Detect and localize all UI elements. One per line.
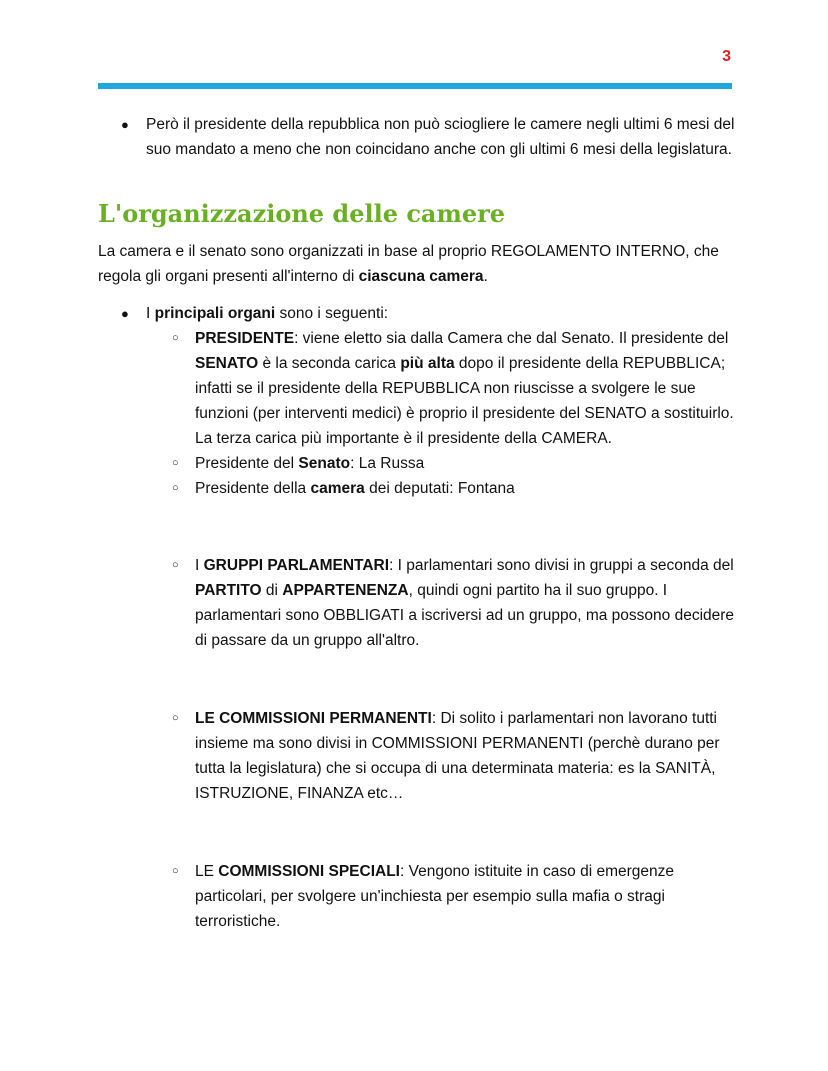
item-text: I — [146, 305, 155, 322]
sub-item-senato — [98, 451, 738, 476]
list-item — [98, 301, 738, 326]
item-bold: più alta — [400, 355, 455, 372]
intro-text-end: . — [483, 268, 488, 285]
item-text: : La Russa — [350, 455, 425, 472]
item-bold: principali organi — [154, 305, 276, 322]
circle-bullet-icon: ○ — [172, 332, 179, 344]
bullet-icon: ● — [121, 306, 129, 321]
sub-item-commissioni-speciali — [98, 859, 738, 934]
sub-list — [98, 326, 738, 934]
item-bold: LE COMMISSIONI PERMANENTI — [195, 710, 432, 727]
item-text: , quindi ogni partito ha il suo gruppo. I parlamentari sono OBBLIGATI a iscriversi ad un gruppo, ma possono decidere di passare da un gruppo all'altro. — [195, 582, 735, 649]
item-text: I — [195, 557, 204, 574]
page-number: 3 — [722, 48, 731, 65]
item-bold: APPARTENENZA — [282, 582, 409, 599]
item-bold: GRUPPI PARLAMENTARI — [203, 557, 390, 574]
circle-bullet-icon: ○ — [172, 482, 179, 494]
item-bold: SENATO — [195, 355, 259, 372]
item-text: LE — [195, 863, 219, 880]
item-text: di — [261, 582, 283, 599]
item-bold: COMMISSIONI SPECIALI — [218, 863, 400, 880]
section-title: L'organizzazione delle camere — [98, 199, 506, 228]
list-item — [98, 112, 738, 162]
sub-item-gruppi — [98, 553, 738, 653]
circle-bullet-icon: ○ — [172, 865, 179, 877]
intro-text: La camera e il senato sono organizzati in base al proprio REGOLAMENTO INTERNO, che regola gli organi presenti all'interno di — [98, 243, 719, 285]
bullet-text: Però il presidente della repubblica non può sciogliere le camere negli ultimi 6 mesi del suo mandato a meno che non coincidano anche con gli ultimi 6 mesi della legislatura. — [146, 116, 735, 158]
item-text: dei deputati: Fontana — [364, 480, 515, 497]
sub-item-presidente — [98, 326, 738, 451]
circle-bullet-icon: ○ — [172, 457, 179, 469]
intro-bold: ciascuna camera — [358, 268, 484, 285]
header-rule — [98, 83, 732, 89]
item-text: sono i seguenti: — [275, 305, 389, 322]
item-text: è la seconda carica — [258, 355, 401, 372]
section-intro — [98, 239, 738, 289]
circle-bullet-icon: ○ — [172, 559, 179, 571]
item-text: : Di solito i parlamentari non lavorano tutti insieme ma sono divisi in COMMISSIONI PERMANENTI (perchè durano per tutta la legislatura) che si occupa di una determinata materia: es la SANITÀ, ISTRUZIONE, FINANZA etc… — [195, 710, 720, 802]
item-text: : viene eletto sia dalla Camera che dal Senato. Il presidente del — [294, 330, 729, 347]
item-bold: Senato — [298, 455, 351, 472]
item-bold: PRESIDENTE — [195, 330, 295, 347]
organs-list — [98, 301, 738, 326]
item-text: Presidente del — [195, 455, 299, 472]
item-bold: PARTITO — [195, 582, 262, 599]
top-bullet-list — [98, 112, 738, 162]
sub-item-camera — [98, 476, 738, 501]
sub-item-commissioni-permanenti — [98, 706, 738, 806]
document-body — [98, 112, 738, 934]
bullet-icon: ● — [121, 117, 129, 132]
item-text: : I parlamentari sono divisi in gruppi a seconda del — [389, 557, 734, 574]
item-bold: camera — [310, 480, 365, 497]
item-text: dopo il presidente della REPUBBLICA; infatti se il presidente della REPUBBLICA non riuscisse a svolgere le sue funzioni (per interventi medici) è proprio il presidente del SENATO a sostituirlo. La terza carica più importante è il presidente della CAMERA. — [195, 355, 734, 447]
item-text: Presidente della — [195, 480, 311, 497]
item-text: : Vengono istituite in caso di emergenze particolari, per svolgere un'inchiesta per esempio sulla mafia o stragi terroristiche. — [195, 863, 674, 930]
circle-bullet-icon: ○ — [172, 712, 179, 724]
